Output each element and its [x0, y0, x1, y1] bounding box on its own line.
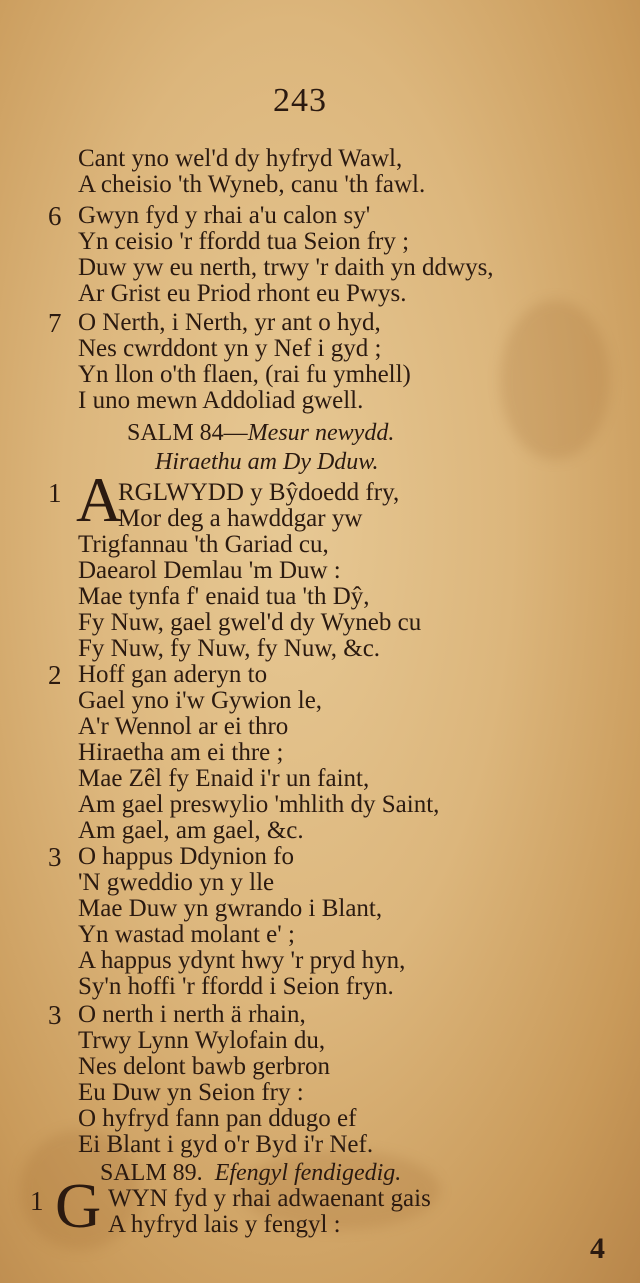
stanza-number: 6 [48, 201, 62, 231]
verse-line: Nes delont bawb gerbron [78, 1053, 331, 1080]
verse-line: O hyfryd fann pan ddugo ef [78, 1105, 357, 1132]
psalm-meter: Mesur newydd. [247, 420, 395, 446]
verse-line: A'r Wennol ar ei thro [78, 713, 289, 740]
verse-line: Yn ceisio 'r ffordd tua Seion fry ; [78, 228, 410, 255]
verse-line: Yn wastad molant e' ; [78, 921, 295, 948]
psalm-heading [127, 420, 394, 446]
verse-line: Trwy Lynn Wylofain du, [78, 1027, 326, 1054]
verse-line: Yn llon o'th flaen, (rai fu ymhell) [78, 361, 411, 388]
stanza-number: 3 [48, 1000, 62, 1030]
verse-line: Mor deg a hawddgar yw [118, 505, 363, 532]
drop-cap: G [55, 1170, 102, 1241]
verse-line: O nerth i nerth ä rhain, [78, 1001, 306, 1028]
page-number: 243 [273, 82, 327, 119]
stanza-number: 2 [48, 660, 62, 690]
verse-line: WYN fyd y rhai adwaenant gais [108, 1185, 431, 1212]
stanza-number: 1 [30, 1186, 44, 1216]
verse-line: O happus Ddynion fo [78, 843, 294, 870]
psalm-title: SALM 84— [127, 420, 248, 446]
verse-line: Gwyn fyd y rhai a'u calon sy' [78, 202, 371, 229]
verse-line: Eu Duw yn Seion fry : [78, 1079, 304, 1106]
verse-line: Hoff gan aderyn to [78, 661, 268, 688]
verse-line: Mae Zêl fy Enaid i'r un faint, [78, 765, 370, 792]
stanza-number: 3 [48, 842, 62, 872]
verse-line: A hyfryd lais y fengyl : [108, 1211, 341, 1238]
verse-line: Mae Duw yn gwrando i Blant, [78, 895, 383, 922]
verse-line: Cant yno wel'd dy hyfryd Wawl, [78, 145, 403, 172]
verse-line: I uno mewn Addoliad gwell. [78, 387, 364, 414]
verse-line: Ar Grist eu Priod rhont eu Pwys. [78, 280, 407, 307]
verse-line: Am gael preswylio 'mhlith dy Saint, [78, 791, 440, 818]
verse-line: 'N gweddio yn y lle [78, 869, 275, 896]
verse-line: Duw yw eu nerth, trwy 'r daith yn ddwys, [78, 254, 494, 281]
stanza-number: 7 [48, 308, 62, 338]
verse-line: Ei Blant i gyd o'r Byd i'r Nef. [78, 1131, 374, 1158]
verse-line: O Nerth, i Nerth, yr ant o hyd, [78, 309, 381, 336]
verse-line: Fy Nuw, gael gwel'd dy Wyneb cu [78, 609, 422, 636]
verse-line: RGLWYDD y Bŷdoedd fry, [118, 479, 400, 506]
verse-line: Gael yno i'w Gywion le, [78, 687, 323, 714]
psalm-meter: Efengyl fendigedig. [214, 1160, 402, 1186]
verse-line: Am gael, am gael, &c. [78, 817, 304, 844]
verse-line: A happus ydynt hwy 'r pryd hyn, [78, 947, 406, 974]
verse-line: Sy'n hoffi 'r ffordd i Seion fryn. [78, 973, 394, 1000]
catchword: 4 [590, 1232, 605, 1265]
verse-line: Daearol Demlau 'm Duw : [78, 557, 341, 584]
psalm-heading [100, 1160, 401, 1186]
verse-line: Hiraetha am ei thre ; [78, 739, 284, 766]
psalm-title: SALM 89. [100, 1160, 203, 1186]
stanza-number: 1 [48, 478, 62, 508]
verse-line: Mae tynfa f' enaid tua 'th Dŷ, [78, 583, 370, 610]
verse-line: A cheisio 'th Wyneb, canu 'th fawl. [78, 171, 426, 198]
verse-line: Nes cwrddont yn y Nef i gyd ; [78, 335, 382, 362]
drop-cap: A [76, 464, 123, 535]
paper-stain [500, 300, 610, 460]
psalm-subtitle: Hiraethu am Dy Dduw. [155, 449, 379, 475]
verse-line: Trigfannau 'th Gariad cu, [78, 531, 329, 558]
verse-line: Fy Nuw, fy Nuw, fy Nuw, &c. [78, 635, 381, 662]
